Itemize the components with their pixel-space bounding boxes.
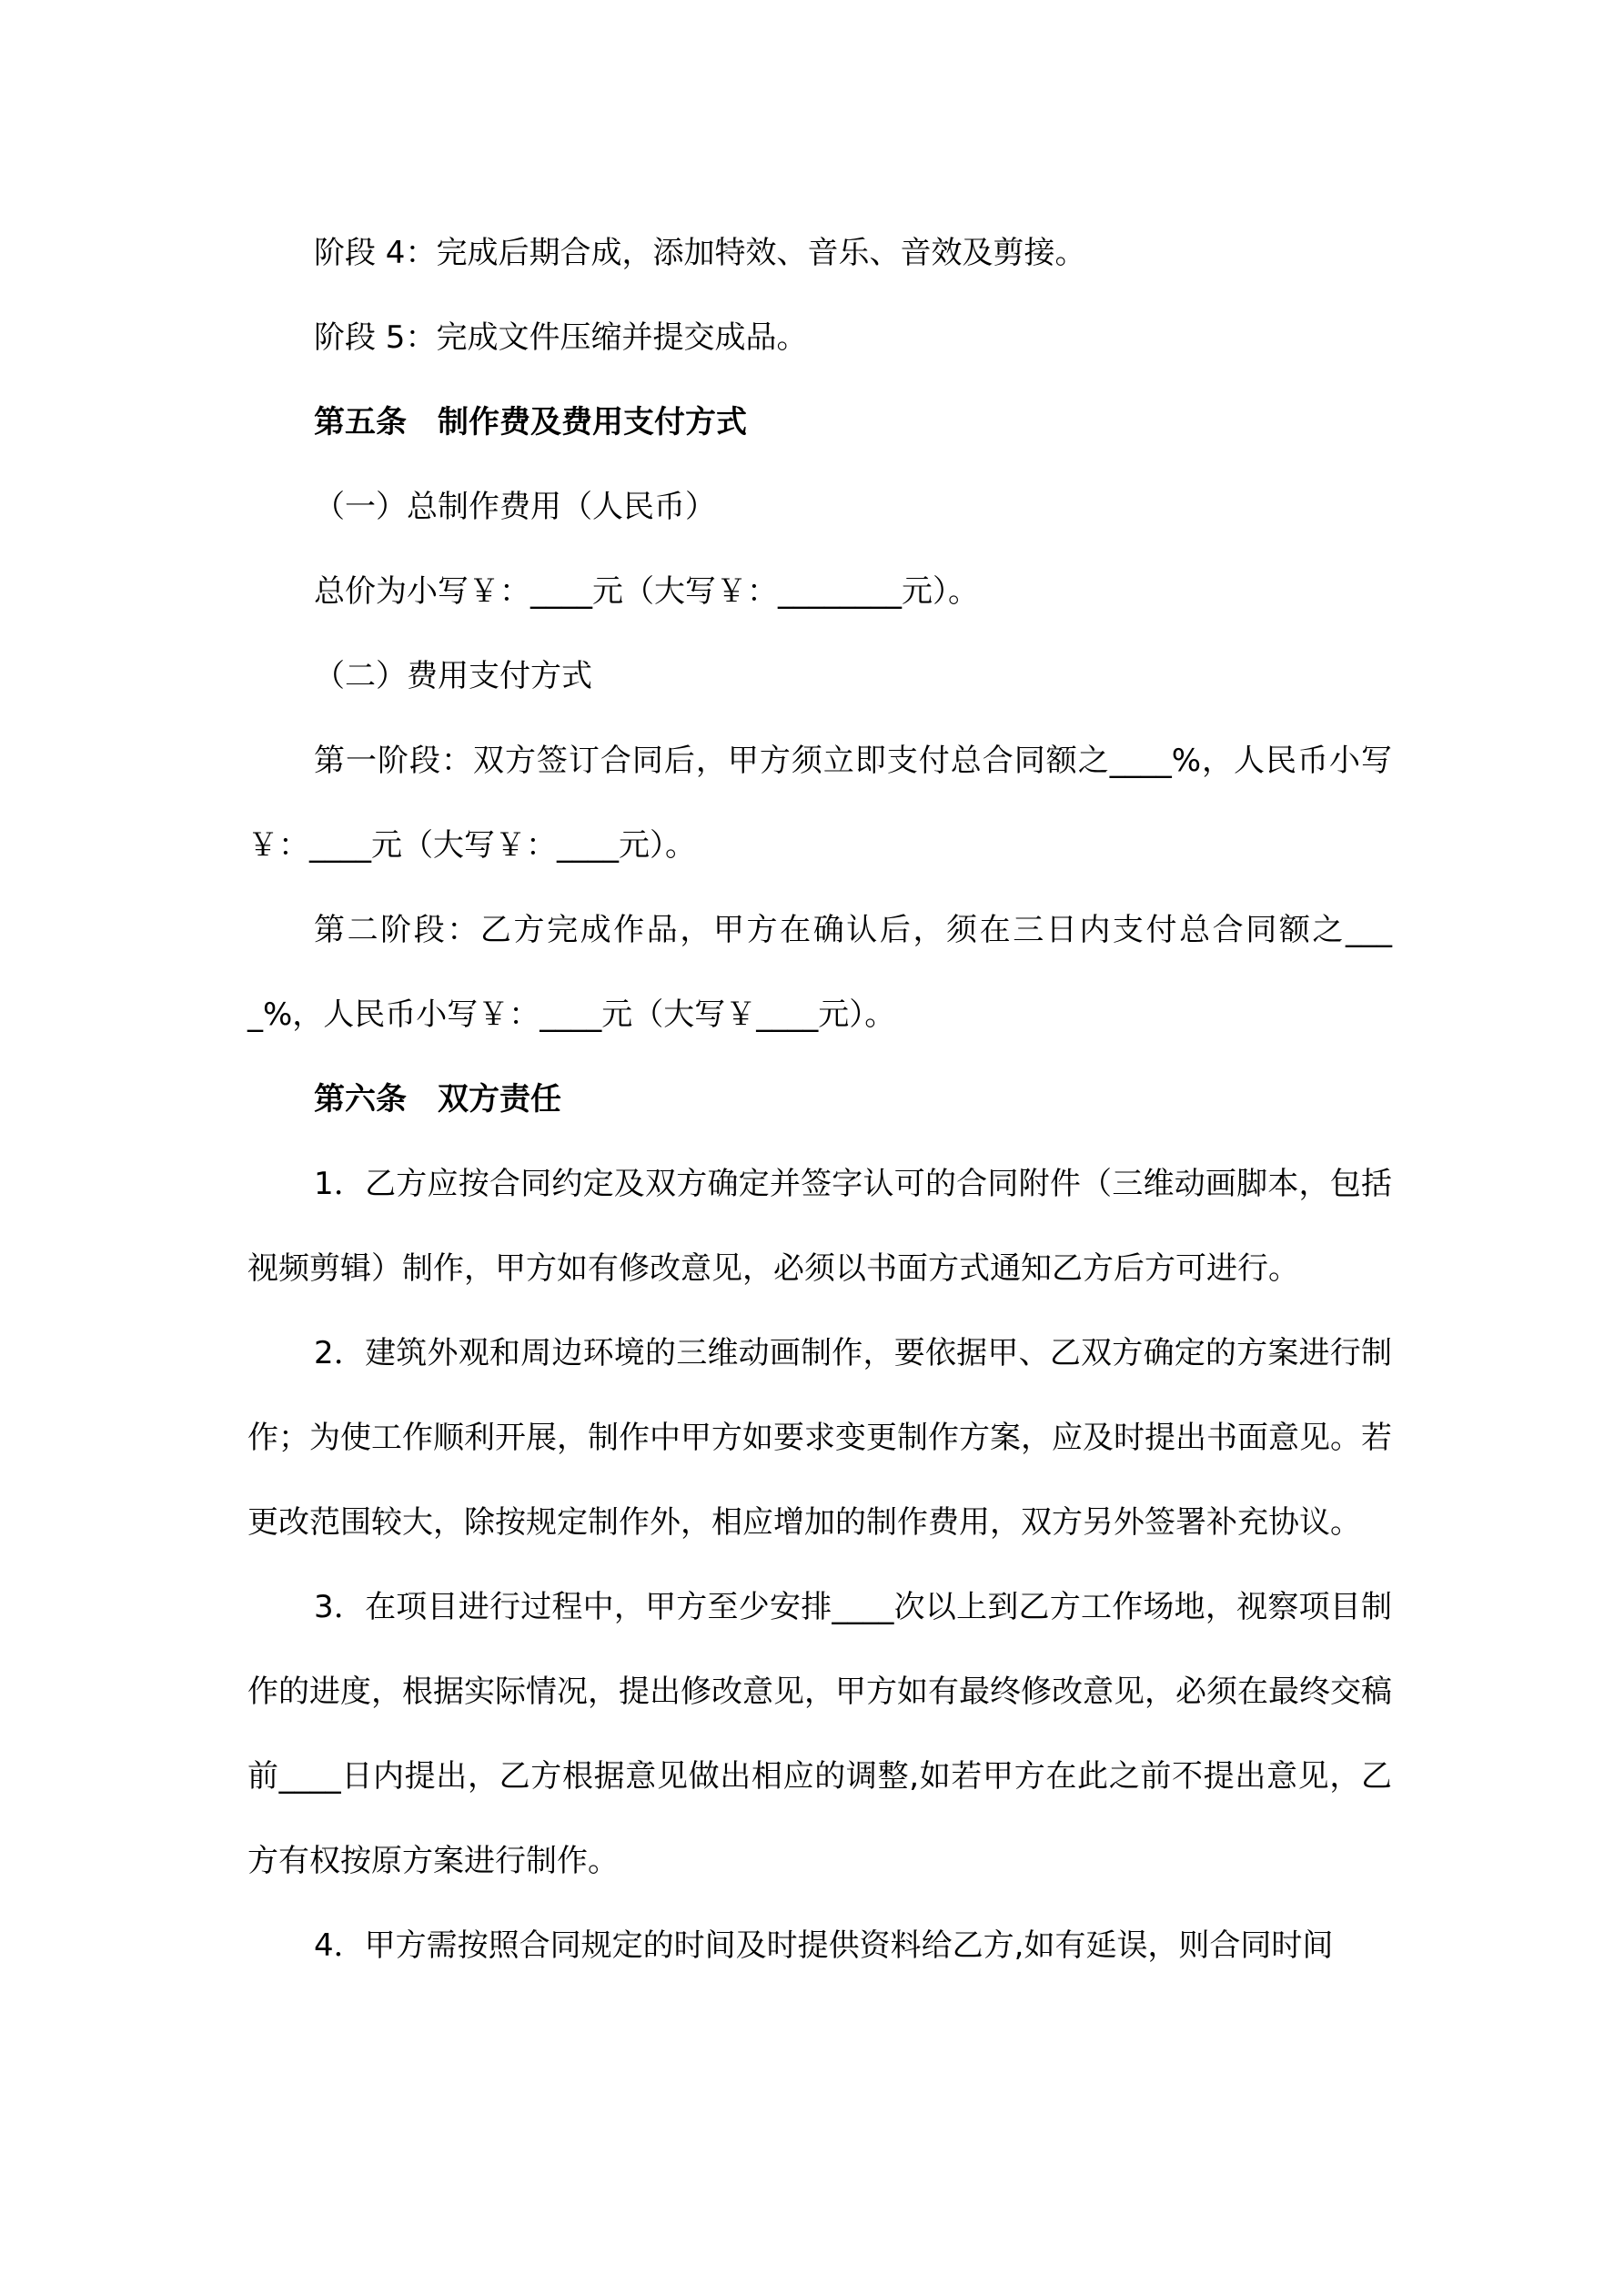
total-price-paragraph: 总价为小写￥：____元（大写￥：________元）。 [314, 573, 979, 610]
document-body [247, 211, 1392, 1988]
second-stage-payment-paragraph: 第二阶段：乙方完成作品，甲方在确认后，须在三日内支付总合同额之____%，人民币小写￥：____元（大写￥____元）。 [247, 912, 1392, 1033]
responsibility-item-4: 4．甲方需按照合同规定的时间及时提供资料给乙方,如有延误，则合同时间 [314, 1927, 1334, 1964]
stage-4-paragraph: 阶段 4：完成后期合成，添加特效、音乐、音效及剪接。 [314, 235, 1086, 271]
responsibility-item-3: 3．在项目进行过程中，甲方至少安排____次以上到乙方工作场地，视察项目制作的进度，根据实际情况，提出修改意见，甲方如有最终修改意见，必须在最终交稿前____日内提出，乙方根据意见做出相应的调整,如若甲方在此之前不提出意见，乙方有权按原方案进行制作。 [247, 1589, 1392, 1879]
payment-method-subheading: （二）费用支付方式 [314, 658, 592, 694]
article-5-heading: 第五条 制作费及费用支付方式 [314, 404, 747, 440]
article-6-heading: 第六条 双方责任 [314, 1081, 561, 1118]
responsibility-item-2: 2．建筑外观和周边环境的三维动画制作，要依据甲、乙双方确定的方案进行制作；为使工作顺利开展，制作中甲方如要求变更制作方案，应及时提出书面意见。若更改范围较大，除按规定制作外，相应增加的制作费用，双方另外签署补充协议。 [247, 1335, 1392, 1541]
first-stage-payment-paragraph: 第一阶段：双方签订合同后，甲方须立即支付总合同额之____%，人民币小写￥：____元（大写￥：____元）。 [247, 743, 1392, 864]
stage-5-paragraph: 阶段 5：完成文件压缩并提交成品。 [314, 319, 808, 356]
total-fee-subheading: （一）总制作费用（人民币） [314, 489, 716, 525]
responsibility-item-1: 1．乙方应按合同约定及双方确定并签字认可的合同附件（三维动画脚本，包括视频剪辑）制作，甲方如有修改意见，必须以书面方式通知乙方后方可进行。 [247, 1166, 1392, 1287]
